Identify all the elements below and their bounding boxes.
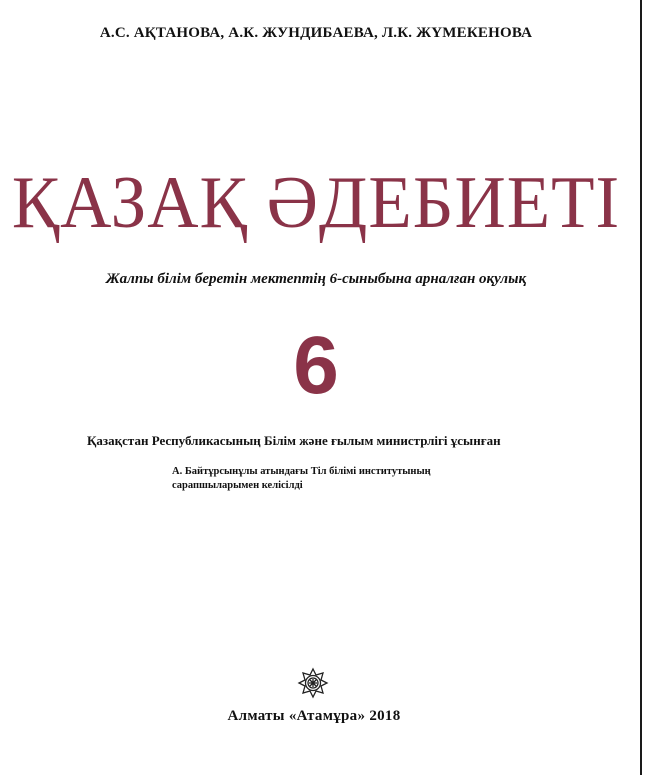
institute-approval-line-2: сарапшыларымен келісілді	[172, 480, 303, 491]
book-title: ҚАЗАҚ ӘДЕБИЕТІ	[11, 162, 621, 244]
book-subtitle: Жалпы білім беретін мектептің 6-сыныбына арналған оқулық	[105, 271, 527, 287]
authors-line: А.С. АҚТАНОВА, А.К. ЖУНДИБАЕВА, Л.К. ЖҮМЕКЕНОВА	[99, 25, 533, 41]
page-edge-line	[640, 0, 642, 775]
publisher-ornament-icon	[297, 667, 329, 699]
institute-approval-line-1: А. Байтұрсынұлы атындағы Тіл білімі институтының	[172, 466, 431, 477]
publisher-ornament-graphic	[297, 667, 329, 699]
publisher-imprint: Алматы «Атамұра» 2018	[227, 708, 401, 724]
institute-approval	[172, 465, 431, 493]
ministry-approval: Қазақстан Республикасының Білім және ғылым министрлігі ұсынған	[87, 433, 501, 448]
grade-number: 6	[293, 320, 339, 411]
